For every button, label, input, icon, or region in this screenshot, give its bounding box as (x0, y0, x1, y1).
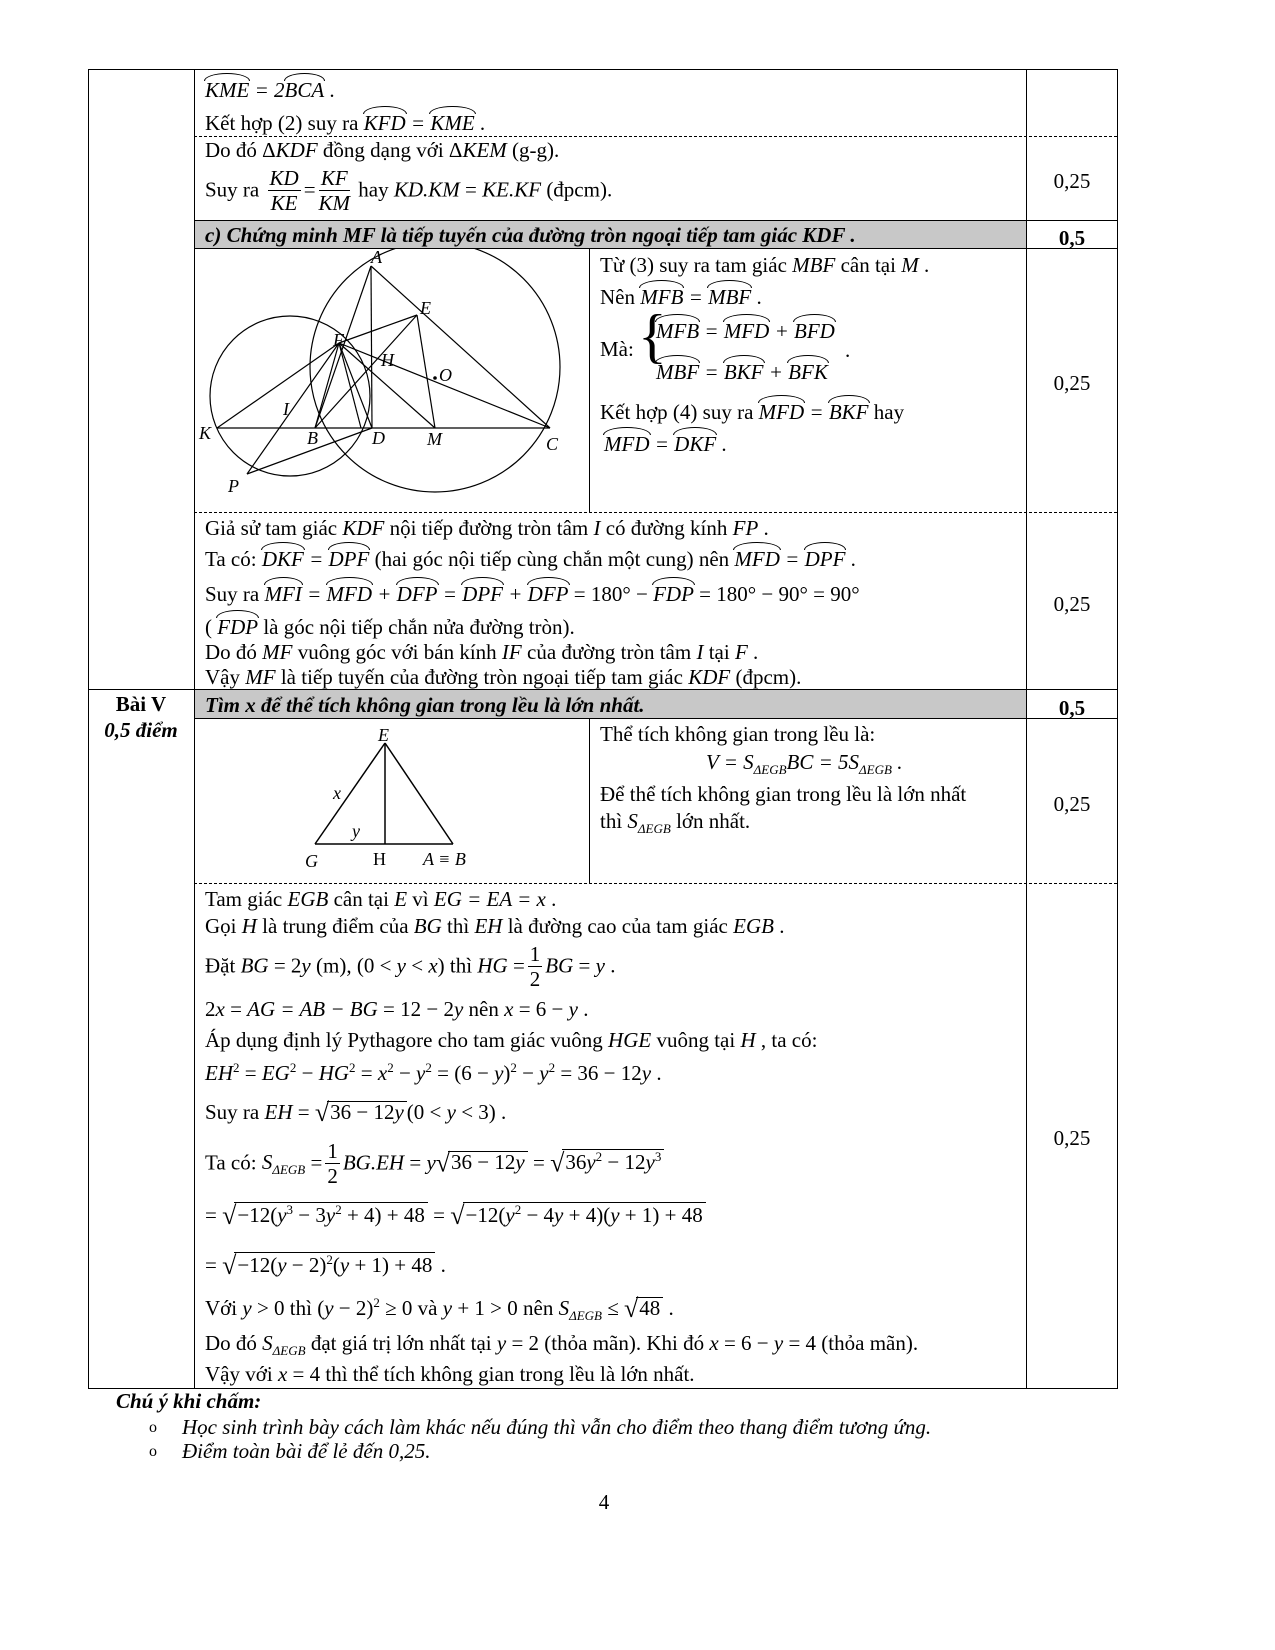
svg-text:y: y (352, 821, 360, 841)
notes-title: Chú ý khi chấm: (116, 1389, 262, 1413)
bai5-points: 0,5 điểm (104, 718, 178, 742)
part-c-score1: 0,25 (1053, 371, 1091, 395)
svg-text:O: O (439, 365, 452, 385)
part-c-line-a: Giả sử tam giác KDF nội tiếp đường tròn tâm I có đường kính FP . (205, 516, 769, 540)
part-c-system-eq2: MBF = BKF + BFK (656, 360, 828, 384)
part-c-line-d: ( FDP là góc nội tiếp chắn nửa đường tròn). (205, 615, 575, 639)
bai5-line6: $EH^2 = EG^2 - HG^2 = x^2 - y^2 = (6 - y)^2 - y^2 = 36 - 12y$ . (205, 1060, 662, 1085)
part-c-line-b: Ta có: DKF = DPF (hai góc nội tiếp cùng chắn một cung) nên MFD = DPF . (205, 547, 856, 571)
part-c-score2: 0,25 (1053, 592, 1091, 616)
bai5-line1: Tam giác EGB cân tại E vì EG = EA = x . (205, 887, 557, 911)
table-border-right (1117, 69, 1118, 1389)
svg-text:A: A (371, 249, 382, 267)
notes-bullet: o (149, 1443, 157, 1460)
bai5-right-formula: $V = S_{\Delta EGB}BC = 5S_{\Delta EGB}$ . (706, 750, 903, 778)
bai5-line9: = $√-12(y^3 - 3y^2 + 4) + 48 = √-12(y^2 - 4y + 4)(y + 1) + 48$ (205, 1202, 706, 1229)
bai5-line12: Do đó $S_{\Delta EGB}$ đạt giá trị lớn nhất tại y = 2 (thỏa mãn). Khi đó x = 6 − y = 4 (thỏa mãn). (205, 1331, 919, 1359)
bai5-line3: Đặt BG = 2y (m), (0 < y < x) thì HG = $\frac{1}{2}$ BG = y . (205, 942, 616, 992)
part-c-line-f: Vậy MF là tiếp tuyến của đường tròn ngoại tiếp tam giác KDF (đpcm). (205, 665, 802, 689)
notes-item-1: Học sinh trình bày cách làm khác nếu đúng thì vẫn cho điểm theo thang điểm tương ứng. (182, 1415, 932, 1439)
part-b-line4: Suy ra $\frac{KD}{KE}$ = $\frac{KF}{KM}$ hay KD.KM = KE.KF (đpcm). (205, 166, 613, 216)
row-separator (194, 512, 1117, 513)
notes-bullet: o (149, 1419, 157, 1436)
bai5-line13: Vậy với x = 4 thì thể tích không gian trong lều là lớn nhất. (205, 1362, 695, 1386)
bai5-line2: Gọi H là trung điểm của BG thì EH là đường cao của tam giác EGB . (205, 914, 785, 938)
row-separator (194, 220, 1117, 221)
svg-text:M: M (427, 429, 442, 449)
circumcircle-o (310, 249, 560, 492)
part-c-header-score: 0,5 (1058, 226, 1086, 250)
bai5-title: Bài V (115, 692, 167, 716)
row-separator (194, 136, 1117, 137)
notes-item-2: Điểm toàn bài để lẻ đến 0,25. (182, 1439, 431, 1463)
brace: { (638, 303, 667, 369)
tent-figure (195, 719, 588, 882)
bai5-line4: 2x = AG = AB − BG = 12 − 2y nên x = 6 − y . (205, 997, 589, 1021)
part-c-right-line6: Kết hợp (4) suy ra MFD = BKF hay (600, 400, 905, 424)
bai5-line10: = $√-12(y - 2)^2(y + 1) + 48$ . (205, 1251, 446, 1280)
svg-text:H: H (381, 350, 394, 370)
bai5-header-score: 0,5 (1058, 696, 1086, 720)
table-border-top (88, 69, 1118, 70)
period: . (845, 338, 851, 362)
bai5-line11: Với y > 0 thì $(y - 2)^2 \ge 0$ và y + 1 > 0 nên $S_{\Delta EGB} \le √48$ . (205, 1294, 674, 1324)
geometry-figure-c (195, 249, 588, 511)
svg-text:D: D (372, 428, 385, 448)
table-border-col2 (1026, 69, 1027, 1389)
svg-text:x: x (333, 783, 341, 803)
bai5-right-line3: Để thể tích không gian trong lều là lớn nhất (600, 782, 967, 806)
part-b-line2: Kết hợp (2) suy ra KFD = KME . (205, 111, 486, 135)
part-c-header: c) Chứng minh MF là tiếp tuyến của đường tròn ngoại tiếp tam giác KDF . (205, 223, 856, 247)
part-c-right-line3: Mà: (600, 337, 634, 361)
bai5-score1: 0,25 (1053, 792, 1091, 816)
bai5-line8: Ta có: $S_{\Delta EGB}$ = $\frac{1}{2}$ $BG.EH = y√36 - 12y = √36y^2 - 12y^3$ (205, 1140, 664, 1189)
part-c-right-line2: Nên MFB = MBF . (600, 285, 762, 309)
svg-text:A ≡ B: A ≡ B (423, 849, 466, 869)
page-number: 4 (598, 1490, 610, 1514)
part-c-line-c: Suy ra MFI = MFD + DFP = DPF + DFP = 180° − FDP = 180° − 90° = 90° (205, 582, 860, 606)
bai5-line5: Áp dụng định lý Pythagore cho tam giác vuông HGE vuông tại H , ta có: (205, 1028, 818, 1052)
bai5-right-line1: Thể tích không gian trong lều là: (600, 722, 876, 746)
part-b-line1: KME = 2BCA . (205, 78, 335, 102)
svg-text:G: G (305, 851, 318, 871)
part-c-right-line1: Từ (3) suy ra tam giác MBF cân tại M . (600, 253, 930, 277)
figure-divider (589, 718, 590, 883)
part-c-right-line7: MFD = DKF . (604, 432, 727, 456)
bai5-line7: Suy ra EH = √36 − 12y (0 < y < 3) . (205, 1098, 507, 1127)
svg-text:F: F (333, 330, 344, 350)
svg-text:E: E (420, 298, 431, 318)
svg-text:B: B (307, 428, 318, 448)
bai5-header: Tìm x để thể tích không gian trong lều là lớn nhất. (205, 693, 645, 717)
svg-text:I: I (283, 399, 289, 419)
part-b-line3: Do đó ΔKDF đồng dạng với ΔKEM (g-g). (205, 138, 560, 162)
part-c-line-e: Do đó MF vuông góc với bán kính IF của đường tròn tâm I tại F . (205, 640, 759, 664)
svg-text:E: E (378, 725, 389, 745)
bai5-score2: 0,25 (1053, 1126, 1091, 1150)
part-b-score: 0,25 (1053, 169, 1091, 193)
row-separator (194, 883, 1117, 884)
part-c-system-eq1: MFB = MFD + BFD (656, 319, 835, 343)
svg-text:C: C (546, 434, 559, 454)
svg-text:P: P (228, 476, 239, 496)
bai5-right-line4: thì $S_{\Delta EGB}$ lớn nhất. (600, 809, 751, 837)
svg-text:K: K (199, 423, 212, 443)
figure-divider (589, 248, 590, 512)
svg-text:H: H (373, 849, 386, 869)
